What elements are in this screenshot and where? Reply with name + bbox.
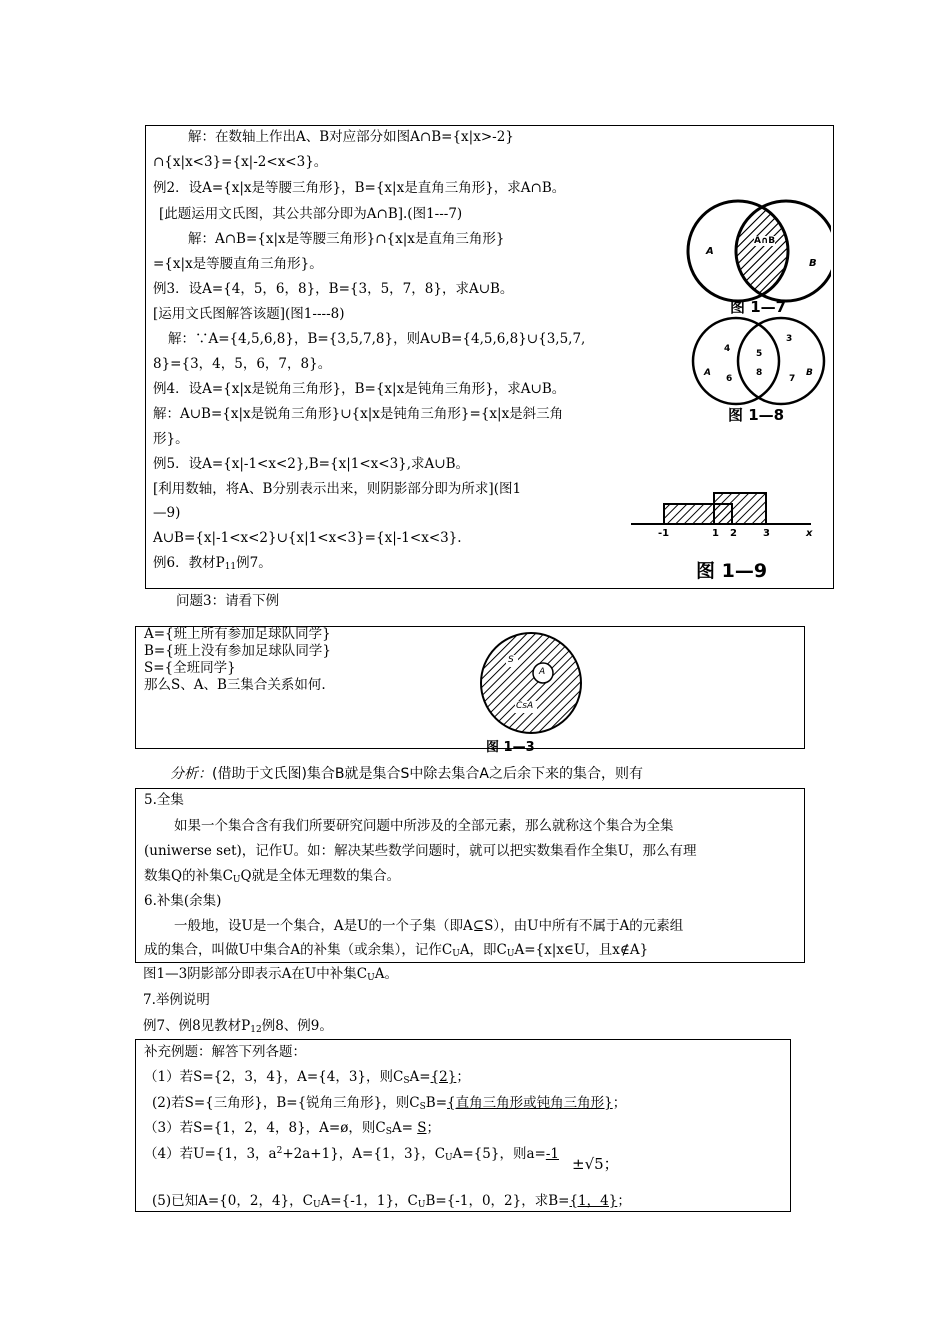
example-2: 例2．设A={x|x是等腰三角形}，B={x|x是直角三角形}，求A∩B。 bbox=[153, 180, 566, 196]
label-a: A bbox=[706, 246, 714, 257]
answer-4: -1 bbox=[545, 1146, 559, 1162]
exercise-title: 补充例题：解答下列各题： bbox=[144, 1044, 306, 1060]
solution-line: 解：∵A={4,5,6,8}，B={3,5,7,8}，则A∪B={4,5,6,8}∪{3,5,7, bbox=[168, 331, 586, 347]
answer-1: {2} bbox=[430, 1069, 457, 1085]
definition-line: 数集Q的补集$C_UQ$就是全体无理数的集合。 bbox=[144, 868, 401, 885]
solution-line: 形}。 bbox=[153, 431, 189, 447]
definition-line: (uniwerse set)，记作U。如：解决某些数学问题时，就可以把实数集看作全集U，那么有理 bbox=[144, 843, 697, 859]
figure-caption: 图 1—3 bbox=[486, 740, 535, 755]
exercise-4: （4）若U={1，3，$a^2+2a+1$}，A={1，3}，$C_UA=\{5\}$，则a=-1 bbox=[144, 1146, 559, 1163]
element-3: 3 bbox=[786, 334, 793, 344]
tick-3: 3 bbox=[763, 528, 770, 539]
answer-4-radical: ±√5； bbox=[572, 1155, 619, 1173]
exercise-2: (2)若S={三角形}，B={锐角三角形}，则$C_SB=${直角三角形或钝角三角形}； bbox=[152, 1095, 627, 1112]
definition-line: 成的集合，叫做U中集合A的补集（或余集），记作$C_UA$，即$C_UA=\{x|x\in U$，且x∉A} bbox=[144, 942, 649, 959]
example-3: 例3．设A={4，5，6，8}，B={3，5，7，8}，求A∪B。 bbox=[153, 281, 514, 297]
figure-caption: 图 1—9 bbox=[696, 560, 768, 582]
set-b-circle bbox=[738, 318, 824, 404]
solution-line: 解：A∪B={x|x是锐角三角形}∪{x|x是钝角三角形}={x|x是斜三角 bbox=[153, 406, 564, 422]
label-a: A bbox=[704, 368, 711, 378]
exercise-5: (5)已知A={0，2，4}，$C_UA=\{-1$，1}，$C_UB=\{-1$，0，2}，求B={1，4}； bbox=[152, 1193, 631, 1210]
solution-line: 8}={3，4，5，6，7，8}。 bbox=[153, 356, 332, 372]
element-8: 8 bbox=[756, 368, 763, 378]
question: 那么S、A、B三集合关系如何. bbox=[144, 677, 326, 693]
example-5: 例5．设A={x|-1<x<2},B={x|1<x<3},求A∪B。 bbox=[153, 456, 470, 472]
hint-line: [利用数轴，将A、B分别表示出来，则阴影部分即为所求](图1 bbox=[153, 481, 522, 497]
element-7: 7 bbox=[789, 374, 796, 384]
solution-line: A∪B={x|-1<x<2}∪{x|1<x<3}={x|-1<x<3}. bbox=[153, 530, 462, 546]
example-box-1 bbox=[145, 125, 834, 589]
example-box-2 bbox=[135, 626, 805, 755]
label-intersection: A∩B bbox=[754, 236, 776, 246]
tick-1: 1 bbox=[712, 528, 719, 539]
definition-box bbox=[135, 788, 805, 963]
set-b-def: B={班上没有参加足球队同学} bbox=[144, 643, 331, 659]
answer-2: {直角三角形或钝角三角形} bbox=[447, 1095, 613, 1111]
answer-3: S bbox=[417, 1120, 427, 1136]
hint-line: —9) bbox=[153, 505, 181, 521]
analysis-label: 分析： bbox=[170, 766, 212, 782]
element-6: 6 bbox=[726, 374, 733, 384]
venn-figure-1-7 bbox=[686, 196, 831, 326]
hint-line: [此题运用文氏图，其公共部分即为A∩B].(图1---7) bbox=[159, 206, 463, 222]
element-5: 5 bbox=[756, 349, 763, 359]
element-4: 4 bbox=[724, 344, 731, 354]
definition-line: 一般地，设U是一个集合，A是U的一个子集（即A⊆S），由U中所有不属于A的元素组 bbox=[174, 918, 684, 934]
solution-line: 解：在数轴上作出A、B对应部分如图A∩B={x|x>-2} bbox=[188, 129, 514, 145]
solution-line: 解：A∩B={x|x是等腰三角形}∩{x|x是直角三角形} bbox=[188, 231, 505, 247]
definition-line: 如果一个集合含有我们所要研究问题中所涉及的全部元素，那么就称这个集合为全集 bbox=[174, 818, 674, 834]
label-a: A bbox=[539, 667, 546, 677]
label-b: B bbox=[806, 368, 813, 378]
answer-5: {1，4} bbox=[569, 1193, 618, 1209]
analysis-line bbox=[170, 764, 643, 784]
heading-universal-set: 5.全集 bbox=[144, 792, 184, 808]
number-line-figure-1-9 bbox=[626, 488, 831, 588]
example-4: 例4．设A={x|x是锐角三角形}，B={x|x是钝角三角形}，求A∪B。 bbox=[153, 381, 566, 397]
set-s-circle bbox=[481, 633, 581, 733]
interval-b bbox=[714, 493, 766, 524]
examples-reference: 例7、例8见教材$P_{12}$例8、例9。 bbox=[143, 1018, 333, 1035]
exercise-box bbox=[135, 1039, 791, 1212]
axis-x-label: x bbox=[806, 528, 813, 539]
set-a-circle bbox=[693, 318, 779, 404]
tick-2: 2 bbox=[730, 528, 737, 539]
heading-complement: 6.补集(余集) bbox=[144, 893, 222, 909]
problem-3-heading: 问题3：请看下例 bbox=[176, 593, 280, 609]
exercise-3: （3）若S={1，2，4，8}，A=ø，则$C_SA= S$； bbox=[144, 1120, 440, 1137]
solution-line: ={x|x是等腰直角三角形}。 bbox=[153, 256, 323, 272]
heading-examples: 7.举例说明 bbox=[143, 992, 210, 1008]
exercise-1: （1）若S={2，3，4}，A={4，3}，则$C_SA=\{2\}$； bbox=[144, 1069, 470, 1086]
label-s: S bbox=[508, 655, 514, 665]
solution-line: ∩{x|x<3}={x|-2<x<3}。 bbox=[153, 154, 328, 170]
label-complement: CsA bbox=[516, 701, 534, 711]
venn-figure-1-8 bbox=[686, 316, 831, 436]
figure-note: 图1—3阴影部分即表示A在U中补集$C_UA$。 bbox=[143, 966, 398, 983]
set-s-def: S={全班同学} bbox=[144, 660, 236, 676]
analysis-text: (借助于文氏图)集合B就是集合S中除去集合A之后余下来的集合，则有 bbox=[212, 766, 643, 782]
label-b: B bbox=[809, 258, 817, 269]
set-a-def: A={班上所有参加足球队同学} bbox=[144, 626, 331, 642]
example-6: 例6．教材$P_{11}$例7。 bbox=[153, 555, 272, 572]
figure-caption: 图 1—8 bbox=[728, 406, 785, 424]
figure-caption: 图 1—7 bbox=[730, 298, 787, 316]
tick-neg1: -1 bbox=[658, 528, 670, 539]
hint-line: [运用文氏图解答该题](图1----8) bbox=[153, 306, 345, 322]
venn-figure-1-3 bbox=[478, 631, 588, 755]
